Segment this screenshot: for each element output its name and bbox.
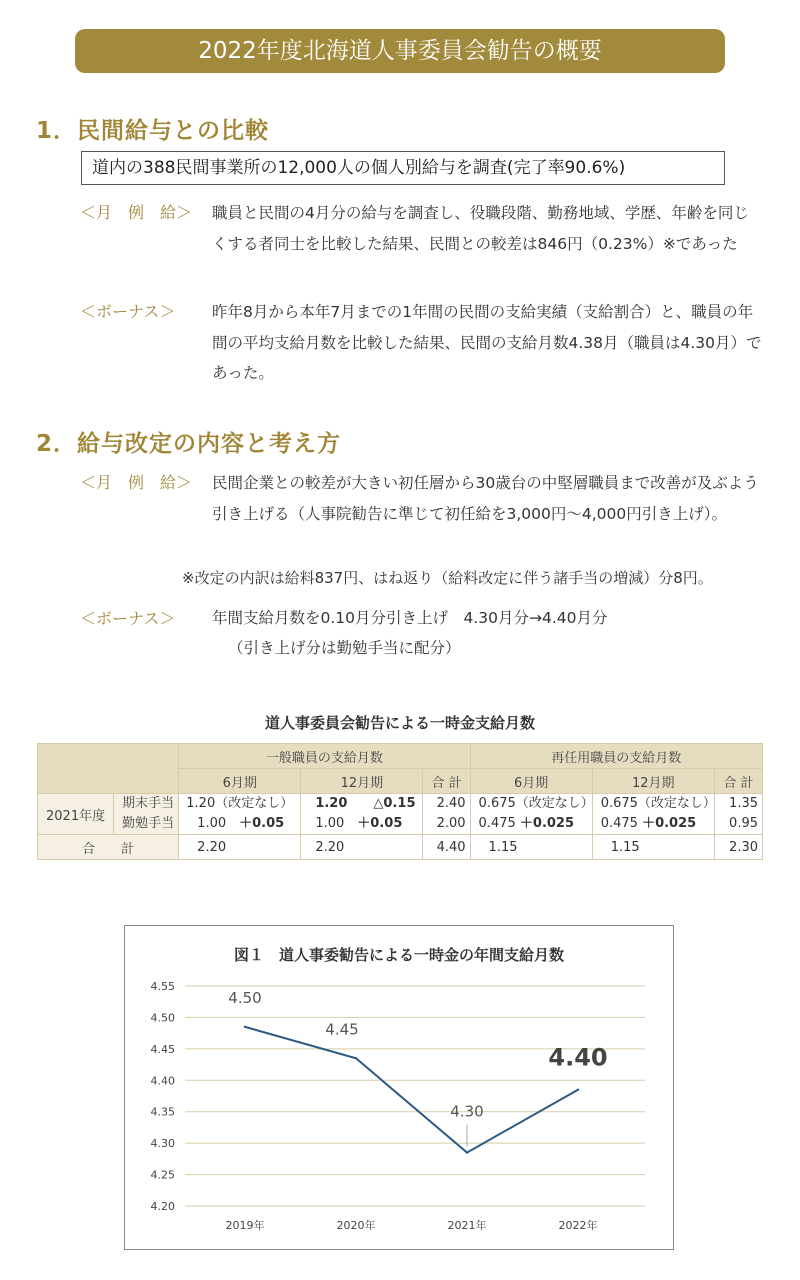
section1-bonus-text: 昨年8月から本年7月までの1年間の民間の支給実績（支給割合）と、職員の年間の平均支給月数を比較した結果、民間の支給月数4.38月（職員は4.30月）であった。 [212, 303, 762, 382]
y-tick-label: 4.50 [150, 1011, 175, 1025]
chart-title: 図１ 道人事委勧告による一時金の年間支給月数 [233, 946, 565, 964]
bonus-months-table [37, 743, 763, 860]
y-tick-label: 4.20 [150, 1200, 175, 1213]
data-point [466, 1151, 468, 1153]
row-diligence-label: 勤勉手当 [122, 816, 175, 831]
reemployed-diligence-dec: 0.475 ＋0.025 [600, 816, 697, 831]
section1-bonus-label: ＜ボーナス＞ [80, 302, 176, 321]
header-reemployed-total: 合 計 [714, 769, 762, 794]
data-point [355, 1057, 357, 1059]
general-diligence-total: 2.00 [436, 816, 466, 831]
general-sum-june: 2.20 [179, 835, 301, 860]
general-dec-cell [301, 794, 423, 835]
general-sum-dec: 2.20 [301, 835, 423, 860]
table-row [38, 835, 763, 860]
header-general: 一般職員の支給月数 [179, 744, 470, 769]
general-end-total: 2.40 [436, 796, 466, 811]
header-reemployed: 再任用職員の支給月数 [470, 744, 762, 769]
data-label: 4.50 [228, 988, 262, 1007]
reemployed-diligence-total: 0.95 [729, 816, 758, 831]
year-label: 2021年度 [38, 794, 114, 835]
y-tick-label: 4.25 [150, 1168, 175, 1182]
y-tick-label: 4.55 [150, 980, 175, 993]
section1-monthly-text: 職員と民間の4月分の給与を調査し、役職段階、勤務地域、学歴、年齢を同じくする者同士を比較した結果、民間との較差は846円（0.23%）※であった [212, 204, 749, 253]
general-end-june: 1.20（改定なし） [186, 796, 294, 811]
header-reemployed-dec: 12月期 [592, 769, 714, 794]
section2-bonus-line1: 年間支給月数を0.10月分引き上げ 4.30月分→4.40月分 [212, 609, 608, 627]
general-end-dec: 1.20 △0.15 [315, 796, 416, 811]
section2-monthly-text: 民間企業との較差が大きい初任層から30歳台の中堅層職員まで改善が及ぶよう引き上げる（人事院勧告に準じて初任給を3,000円〜4,000円引き上げ）。 [212, 474, 759, 523]
general-total-cell [423, 794, 470, 835]
y-tick-label: 4.45 [150, 1042, 175, 1056]
data-label: 4.40 [548, 1043, 608, 1072]
data-label: 4.30 [450, 1102, 484, 1121]
table-row [38, 794, 763, 835]
reemployed-june-cell [470, 794, 592, 835]
row-end-label: 期末手当 [122, 796, 175, 811]
reemployed-sum-june: 1.15 [470, 835, 592, 860]
reemployed-diligence-june: 0.475 ＋0.025 [478, 816, 575, 831]
header-general-total: 合 計 [423, 769, 470, 794]
header-reemployed-june: 6月期 [470, 769, 592, 794]
section2-bonus-line2: （引き上げ分は勤勉手当に配分） [228, 639, 461, 657]
survey-summary-box: 道内の388民間事業所の12,000人の個人別給与を調査(完了率90.6%) [81, 151, 725, 185]
x-tick-label: 2022年 [558, 1219, 598, 1232]
data-point [577, 1089, 579, 1091]
y-tick-label: 4.30 [150, 1137, 175, 1151]
x-tick-label: 2019年 [225, 1219, 265, 1232]
y-tick-label: 4.35 [150, 1105, 175, 1119]
header-general-june: 6月期 [179, 769, 301, 794]
bonus-chart-frame [124, 925, 674, 1250]
reemployed-end-june: 0.675（改定なし） [478, 796, 594, 811]
x-tick-label: 2021年 [447, 1219, 487, 1232]
total-label: 合 計 [38, 835, 179, 860]
reemployed-end-dec: 0.675（改定なし） [600, 796, 716, 811]
header-general-dec: 12月期 [301, 769, 423, 794]
bonus-line-chart [125, 926, 673, 1249]
section2-heading: 2．給与改定の内容と考え方 [36, 431, 342, 457]
reemployed-end-total: 1.35 [729, 796, 758, 811]
section2-monthly-label: ＜月 例 給＞ [80, 473, 193, 492]
table-caption: 道人事委員会勧告による一時金支給月数 [264, 714, 535, 732]
x-tick-label: 2020年 [336, 1219, 376, 1232]
reemployed-sum-dec: 1.15 [592, 835, 714, 860]
data-label: 4.45 [325, 1020, 359, 1039]
section1-monthly-label: ＜月 例 給＞ [80, 203, 193, 222]
section1-heading: 1．民間給与との比較 [36, 118, 270, 144]
general-diligence-dec: 1.00 ＋0.05 [315, 816, 403, 831]
reemployed-sum-total: 2.30 [714, 835, 762, 860]
section2-bonus-label: ＜ボーナス＞ [80, 609, 176, 628]
general-diligence-june: 1.00 ＋0.05 [197, 816, 285, 831]
data-point [244, 1026, 246, 1028]
general-sum-total: 4.40 [423, 835, 470, 860]
page-title: 2022年度北海道人事委員会勧告の概要 [75, 29, 725, 73]
revision-note: ※改定の内訳は給料837円、はね返り（給料改定に伴う諸手当の増減）分8円。 [182, 569, 713, 587]
allowance-labels [114, 794, 179, 835]
general-june-cell [179, 794, 301, 835]
table-corner [38, 744, 179, 794]
reemployed-dec-cell [592, 794, 714, 835]
y-tick-label: 4.40 [150, 1074, 175, 1088]
reemployed-total-cell [714, 794, 762, 835]
series-line [245, 1027, 578, 1153]
